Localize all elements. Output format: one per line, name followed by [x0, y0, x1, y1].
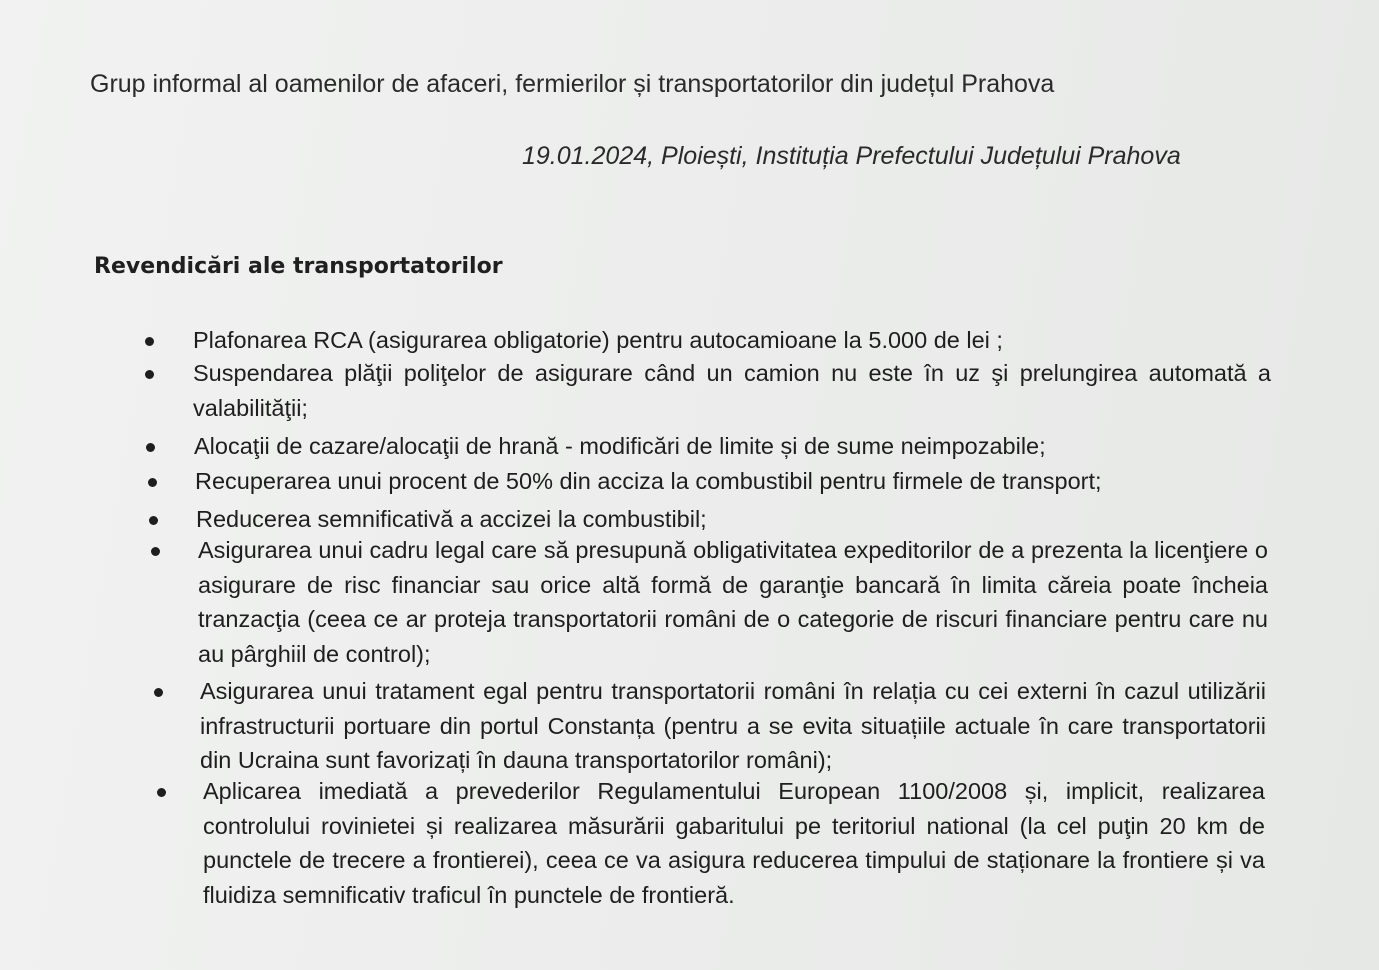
list-item-text: Asigurarea unui tratament egal pentru transportatorii români în relația cu cei externi în cazul utilizării infrastructurii portuare din portul Constanța (pentru a se evita situațiile actuale în care transportatorii din Ucraina sunt favorizați în dauna transportatorilor români);	[200, 678, 1266, 773]
list-item	[194, 429, 1274, 464]
list-item	[198, 533, 1268, 671]
bullet-icon	[145, 337, 154, 346]
bullet-icon	[154, 688, 163, 697]
list-item-text: Reducerea semnificativă a accizei la combustibil;	[196, 506, 707, 532]
bullet-icon	[148, 478, 157, 487]
document-header: Grup informal al oamenilor de afaceri, fermierilor și transportatorilor din județul Prahova	[90, 70, 1055, 98]
bullet-icon	[157, 788, 166, 797]
list-item	[203, 774, 1265, 912]
bullet-icon	[146, 443, 155, 452]
list-item-text: Asigurarea unui cadru legal care să presupună obligativitatea expeditorilor de a prezenta la licenţiere o asigurare de risc financiar sau orice altă formă de garanţie bancară în limita căreia poate încheia tranzacţia (ceea ce ar proteja transportatorii români de o categorie de riscuri financiare pentru care nu au pârghiil de control);	[198, 537, 1268, 667]
bullet-icon	[145, 370, 154, 379]
list-item	[193, 323, 1278, 358]
list-item	[196, 502, 1276, 537]
list-item-text: Aplicarea imediată a prevederilor Regulamentului European 1100/2008 și, implicit, realizarea controlului rovinietei și realizarea măsurării gabaritului pe teritoriul national (la cel puţin 20 km de punctele de trecere a frontierei), ceea ce va asigura reducerea timpului de staționare la frontiere și va fluidiza semnificativ traficul în punctele de frontieră.	[203, 778, 1265, 908]
section-title: Revendicări ale transportatorilor	[94, 254, 503, 279]
bullet-icon	[149, 516, 158, 525]
list-item	[193, 356, 1271, 425]
list-item-text: Alocaţii de cazare/alocaţii de hrană - modificări de limite și de sume neimpozabile;	[194, 433, 1046, 459]
bullet-icon	[151, 547, 160, 556]
list-item-text: Suspendarea plăţii poliţelor de asigurare când un camion nu este în uz şi prelungirea automată a valabilităţii;	[193, 360, 1271, 421]
date-place-line: 19.01.2024, Ploiești, Instituția Prefectului Județului Prahova	[522, 142, 1181, 170]
list-item-text: Plafonarea RCA (asigurarea obligatorie) pentru autocamioane la 5.000 de lei ;	[193, 327, 1003, 353]
list-item	[200, 674, 1266, 778]
list-item-text: Recuperarea unui procent de 50% din acciza la combustibil pentru firmele de transport;	[195, 468, 1102, 494]
list-item	[195, 464, 1275, 499]
